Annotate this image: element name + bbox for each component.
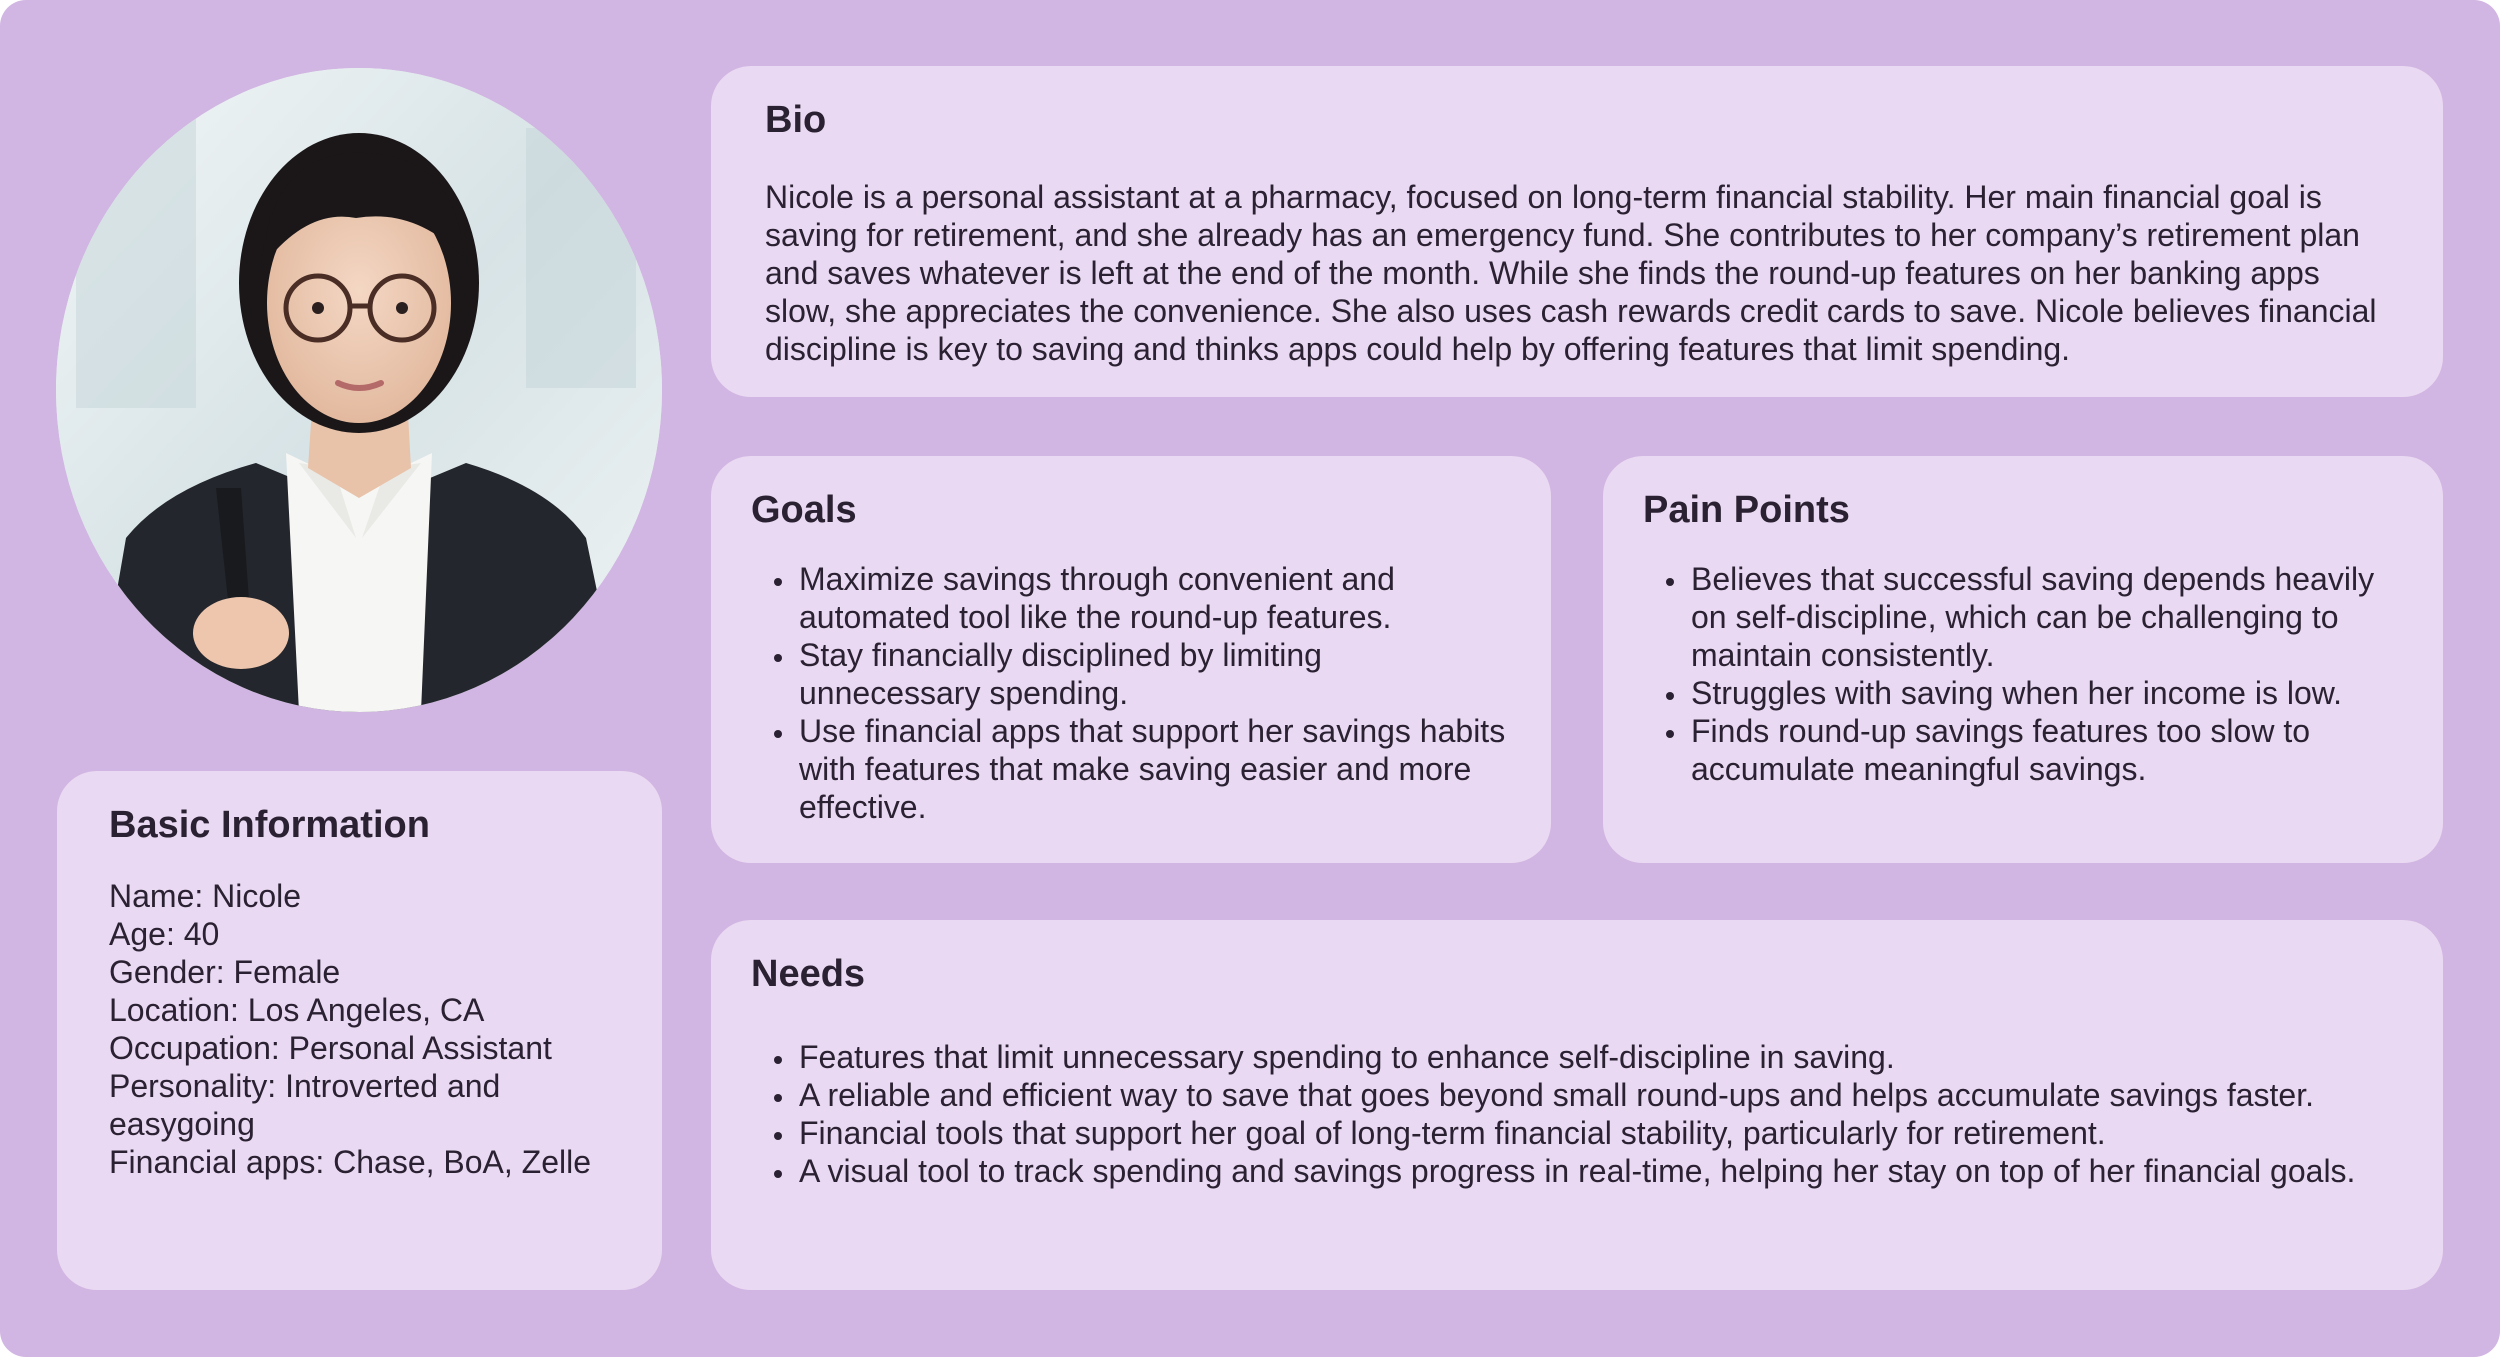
goal-item: • Stay financially disciplined by limiting unnecessary spending.	[797, 636, 1511, 712]
basic-information-card	[57, 771, 662, 1290]
info-age: Age : 40	[109, 915, 609, 953]
need-item: • A reliable and efficient way to save that goes beyond small round-ups and helps accumulate savings faster.	[797, 1076, 2403, 1114]
info-gender: Gender : Female	[109, 953, 609, 991]
goals-card	[711, 456, 1551, 863]
goal-item: • Use financial apps that support her savings habits with features that make saving easier and more effective.	[797, 712, 1511, 826]
needs-card	[711, 920, 2443, 1290]
bio-text: Nicole is a personal assistant at a pharmacy, focused on long-term financial stability. Her main financial goal is saving for retirement, and she already has an emergency fund. She contributes to her company’s retirement plan and saves whatever is left at the end of the month. While she finds the round-up features on her banking apps slow, she appreciates the convenience. She also uses cash rewards credit cards to save. Nicole believes financial discipline is key to saving and thinks apps could help by offering features that limit spending.	[765, 178, 2377, 367]
basic-information-title: Basic Information	[109, 804, 430, 846]
info-occupation: Occupation : Personal Assistant	[109, 1029, 609, 1067]
goals-list	[751, 560, 1511, 826]
pain-points-card	[1603, 456, 2443, 863]
bio-title: Bio	[765, 99, 827, 141]
pain-point-item: • Finds round-up savings features too slow to accumulate meaningful savings.	[1689, 712, 2403, 788]
goals-title: Goals	[751, 489, 857, 531]
profile-photo	[56, 68, 662, 712]
info-location: Location : Los Angeles, CA	[109, 991, 609, 1029]
info-personality: Personality : Introverted and easygoing	[109, 1067, 609, 1143]
needs-title: Needs	[751, 953, 866, 995]
info-financial-apps: Financial apps : Chase, BoA, Zelle	[109, 1143, 609, 1181]
pain-points-list	[1643, 560, 2403, 788]
need-item: • Features that limit unnecessary spending to enhance self-discipline in saving.	[797, 1038, 2403, 1076]
basic-information-list	[109, 877, 610, 1181]
needs-list	[751, 1038, 2403, 1190]
info-name: Name : Nicole	[109, 877, 609, 915]
pain-point-item: • Believes that successful saving depends heavily on self-discipline, which can be challenging to maintain consistently.	[1689, 560, 2403, 674]
need-item: • A visual tool to track spending and savings progress in real-time, helping her stay on top of her financial goals.	[797, 1152, 2403, 1190]
portrait-illustration	[56, 68, 662, 712]
pain-point-item: • Struggles with saving when her income is low.	[1689, 674, 2403, 712]
bio-card	[711, 66, 2443, 397]
pain-points-title: Pain Points	[1643, 489, 1850, 531]
need-item: • Financial tools that support her goal of long-term financial stability, particularly for retirement.	[797, 1114, 2403, 1152]
goal-item: • Maximize savings through convenient and automated tool like the round-up features.	[797, 560, 1511, 636]
